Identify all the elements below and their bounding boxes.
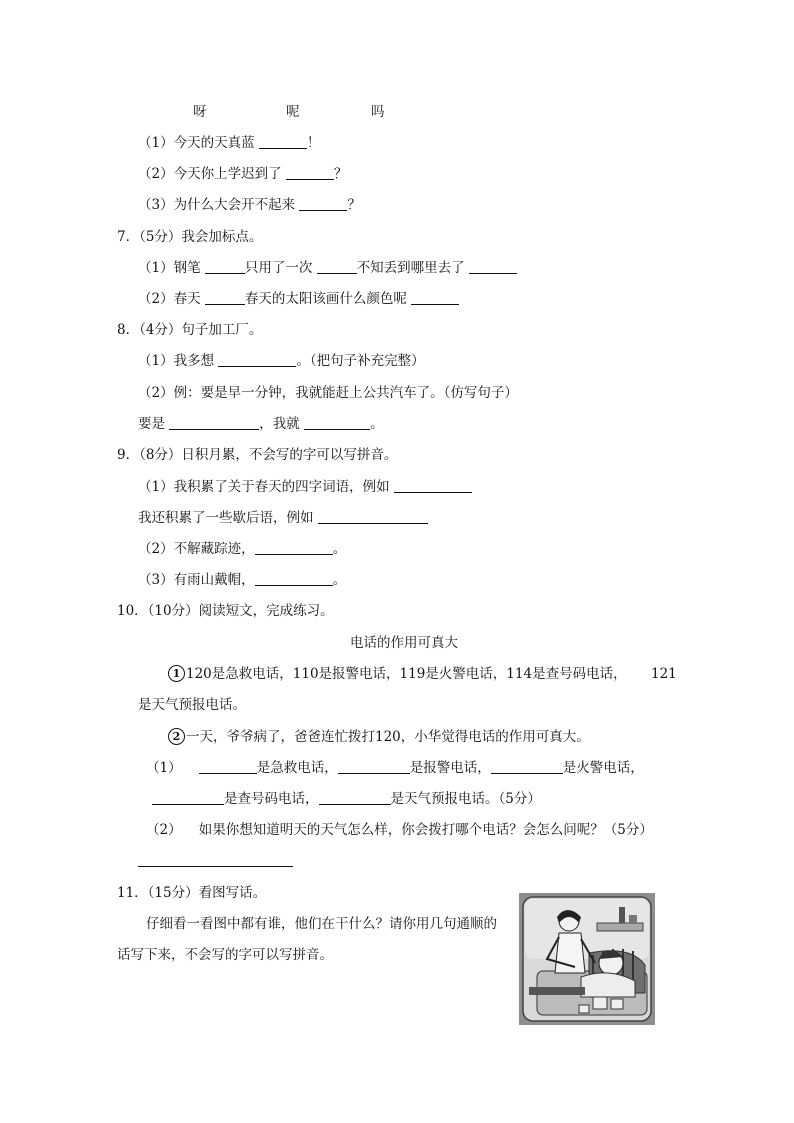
q8-heading: 8．（4分）句子加工厂。	[117, 322, 263, 338]
answer-blank[interactable]	[152, 790, 224, 805]
answer-blank[interactable]	[317, 259, 357, 274]
answer-blank[interactable]	[319, 790, 391, 805]
q7-heading: 7．（5分）我会加标点。	[117, 229, 263, 245]
q10-sub-1: （1） 是急救电话， 是报警电话， 是火警电话，	[146, 760, 644, 776]
answer-blank[interactable]	[491, 759, 563, 774]
particle-3: 吗	[371, 104, 385, 120]
passage-paragraph-1-tail: 121	[651, 666, 677, 682]
answer-blank[interactable]	[205, 290, 245, 305]
q9-item-1: （1）我积累了关于春天的四字词语，例如	[138, 477, 472, 497]
q7-item-2: （2）春天 春天的太阳该画什么颜色呢	[138, 289, 459, 309]
q7-item-1: （1）钢笔 只用了一次 不知丢到哪里去了	[138, 258, 517, 278]
q6-item-2: （2）今天你上学迟到了 ？	[138, 166, 348, 182]
answer-blank[interactable]	[218, 352, 296, 367]
sick-child-illustration	[519, 893, 655, 1025]
q10-heading: 10．（10分）阅读短文，完成练习。	[117, 603, 334, 619]
q10-sub-1-cont: 是查号码电话， 是天气预报电话。（5分）	[152, 789, 541, 809]
q8-item-1: （1）我多想 。（把句子补充完整）	[138, 353, 425, 369]
q8-item-3: 要是 ，我就 。	[138, 416, 384, 432]
answer-blank[interactable]	[411, 290, 459, 305]
answer-blank[interactable]	[318, 509, 428, 524]
answer-blank[interactable]	[199, 759, 257, 774]
passage-paragraph-1-cont: 是天气预报电话。	[138, 697, 246, 713]
q6-item-1: （1）今天的天真蓝 ！	[138, 135, 321, 151]
passage-paragraph-1: 1 120是急救电话，110是报警电话，119是火警电话，114是查号码电话，	[168, 664, 627, 684]
q8-item-2: （2）例：要是早一分钟，我就能赶上公共汽车了。（仿写句子）	[138, 385, 518, 401]
q11-instruction-1: 仔细看一看图中都有谁，他们在干什么？请你用几句通顺的	[146, 916, 497, 932]
answer-line[interactable]	[138, 866, 293, 867]
answer-blank[interactable]	[338, 759, 410, 774]
answer-blank[interactable]	[469, 259, 517, 274]
particle-2: 呢	[286, 104, 300, 120]
answer-blank[interactable]	[205, 259, 245, 274]
q11-heading: 11．（15分）看图写话。	[117, 885, 267, 901]
answer-blank[interactable]	[299, 196, 347, 211]
q6-item-3: （3）为什么大会开不起来 ？	[138, 197, 361, 213]
answer-blank[interactable]	[255, 571, 333, 586]
answer-blank[interactable]	[255, 540, 333, 555]
q9-item-3: （3）有雨山戴帽， 。	[138, 572, 347, 588]
answer-blank[interactable]	[259, 134, 307, 149]
paragraph-number-2: 2	[168, 728, 185, 745]
answer-blank[interactable]	[169, 415, 259, 430]
answer-blank[interactable]	[304, 415, 370, 430]
particle-1: 呀	[193, 104, 207, 120]
q9-heading: 9．（8分）日积月累，不会写的字可以写拼音。	[117, 447, 398, 463]
paragraph-number-1: 1	[168, 665, 185, 682]
passage-title: 电话的作用可真大	[350, 635, 458, 651]
q9-item-1b: 我还积累了一些歇后语，例如	[138, 508, 428, 528]
q11-instruction-2: 话写下来，不会写的字可以写拼音。	[117, 947, 333, 963]
q9-item-2: （2）不解藏踪迹， 。	[138, 541, 347, 557]
answer-blank[interactable]	[394, 478, 472, 493]
q10-sub-2: （2） 如果你想知道明天的天气怎么样，你会拨打哪个电话？会怎么问呢？（5分）	[146, 822, 653, 838]
passage-paragraph-2: 2 一天，爷爷病了，爸爸连忙拨打120，小华觉得电话的作用可真大。	[168, 727, 590, 747]
answer-blank[interactable]	[286, 165, 334, 180]
